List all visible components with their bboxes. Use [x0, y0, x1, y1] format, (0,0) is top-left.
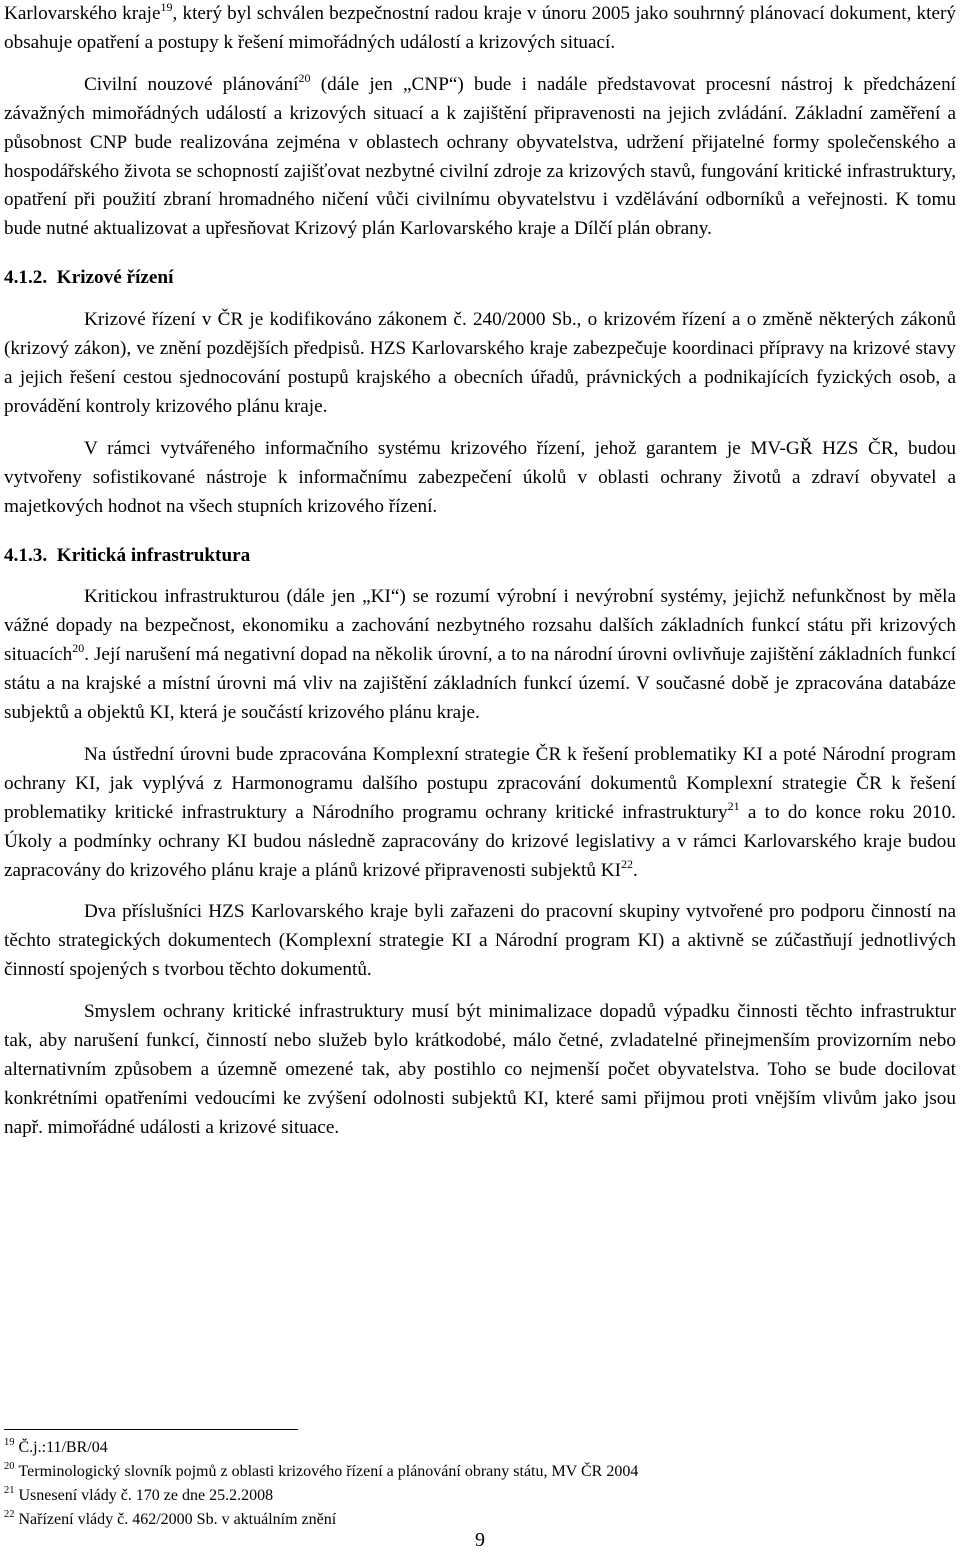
text-run: Civilní nouzové plánování	[84, 73, 299, 95]
footnote-separator	[4, 1429, 298, 1430]
text-run: . Její narušení má negativní dopad na několik úrovní, a to na národní úrovni ovlivňuje zajištění základních funkcí státu a na krajské a místní úrovni má vliv na zajištění základních funkcí území. V současné době je zpracována databáze subjektů a objektů KI, která je součástí krizového plánu kraje.	[4, 644, 956, 724]
footnote-ref-22[interactable]: 22	[620, 856, 633, 871]
footnote-number: 21	[4, 1485, 15, 1496]
text-run: Kritickou infrastrukturou (dále jen „KI“) se rozumí výrobní i nevýrobní systémy, jejichž nefunkčnost by měla vážné dopady na bezpečnost, ekonomiku a zachování nezbytného rozsahu dalších základních funkcí státu při krizových situacích	[4, 586, 956, 666]
footnote-text: Č.j.:11/BR/04	[18, 1439, 108, 1456]
footnote-ref-21[interactable]: 21	[727, 798, 740, 813]
footnotes	[4, 1429, 956, 1532]
footnote-text: Terminologický slovník pojmů z oblasti krizového řízení a plánování obrany státu, MV ČR 2004	[18, 1463, 639, 1480]
text-run: .	[632, 859, 638, 881]
footnote-20	[4, 1460, 956, 1484]
page-number: 9	[475, 1529, 485, 1551]
document-page	[4, 0, 956, 1143]
paragraph-information-system: V rámci vytvářeného informačního systému krizového řízení, jehož garantem je MV-GŘ HZS ČR, budou vytvořeny sofistikované nástroje k informačnímu zabezpečení úkolů v oblasti ochrany životů a zdraví obyvatel a majetkových hodnot na všech stupních krizového řízení.	[4, 437, 956, 517]
text-run: Na ústřední úrovni bude zpracována Komplexní strategie ČR k řešení problematiky KI a poté Národní program ochrany KI, jak vyplývá z Harmonogramu dalšího postupu zpracování dokumentů Komplexní strategie ČR k řešení problematiky kritické infrastruktury a Národního programu ochrany kritické infrastruktury	[4, 743, 956, 823]
footnote-ref-20[interactable]: 20	[72, 641, 85, 656]
text-run: , který byl schválen bezpečnostní radou kraje v únoru 2005 jako souhrnný plánovací dokument, který obsahuje opatření a postupy k řešení mimořádných událostí a krizových situací.	[4, 3, 956, 53]
paragraph-working-group: Dva příslušníci HZS Karlovarského kraje byli zařazeni do pracovní skupiny vytvořené pro podporu činností na těchto strategických dokumentech (Komplexní strategie KI a Národní program KI) a aktivně se zúčastňují jednotlivých činností spojených s tvorbou těchto dokumentů.	[4, 901, 956, 981]
paragraph-crisis-plan-intro	[4, 0, 956, 58]
footnote-number: 19	[4, 1437, 15, 1448]
section-heading-kriticka-infrastruktura: 4.1.3. Kritická infrastruktura	[4, 544, 251, 566]
paragraph-protection-purpose: Smyslem ochrany kritické infrastruktury musí být minimalizace dopadů výpadku činnosti těchto infrastruktur tak, aby narušení funkcí, činností nebo služeb bylo krátkodobé, málo četné, zvladatelné přinejmenším provizorním nebo alternativním způsobem a územně omezené tak, aby postihlo co nejmenší počet obyvatelstva. Toho se bude docilovat konkrétními opatřeními vedoucími ke zvýšení odolnosti subjektů KI, které sami přijmou proti vnějším vlivům jako jsou např. mimořádné události a krizové situace.	[4, 1001, 956, 1138]
footnote-text: Nařízení vlády č. 462/2000 Sb. v aktuálním znění	[18, 1511, 337, 1528]
text-run: a to do konce roku 2010. Úkoly a podmínky ochrany KI budou následně zapracovány do krizové legislativy a v rámci Karlovarského kraje budou zapracovány do krizového plánu kraje a plánů krizové připravenosti subjektů KI	[4, 801, 956, 881]
footnote-number: 22	[4, 1509, 15, 1520]
footnote-text: Usnesení vlády č. 170 ze dne 25.2.2008	[18, 1487, 274, 1504]
footnote-number: 20	[4, 1461, 15, 1472]
paragraph-critical-infrastructure-definition	[4, 583, 956, 728]
text-run: (dále jen „CNP“) bude i nadále představovat procesní nástroj k předcházení závažných mimořádných událostí a krizových situací a k zajištění připravenosti na jejich zvládání. Základní zaměření a působnost CNP bude realizována zejména v oblastech ochrany obyvatelstva, udržení přijatelné formy společenského a hospodářského života se schopností zajišťovat nezbytné civilní zdroje za krizových stavů, fungování kritické infrastruktury, opatření při použití zbraní hromadného ničení vůči civilnímu obyvatelstvu i vzdělávání odborníků a veřejnosti. K tomu bude nutné aktualizovat a upřesňovat Krizový plán Karlovarského kraje a Dílčí plán obrany.	[4, 73, 956, 240]
paragraph-civil-emergency-planning	[4, 71, 956, 244]
footnote-19	[4, 1436, 956, 1460]
footnote-ref-20[interactable]: 20	[298, 70, 311, 85]
footnote-21	[4, 1484, 956, 1508]
footnote-ref-19[interactable]: 19	[160, 0, 173, 14]
text-run: Karlovarského kraje	[4, 3, 161, 24]
section-heading-krizove-rizeni: 4.1.2. Krizové řízení	[4, 267, 174, 289]
paragraph-crisis-management: Krizové řízení v ČR je kodifikováno zákonem č. 240/2000 Sb., o krizovém řízení a o změně některých zákonů (krizový zákon), ve znění pozdějších předpisů. HZS Karlovarského kraje zabezpečuje koordinaci přípravy na krizové stavy a jejich řešení cestou sjednocování postupů krajského a obecních úřadů, právnických a podnikajících fyzických osob, a provádění kontroly krizového plánu kraje.	[4, 309, 956, 417]
paragraph-national-strategy	[4, 741, 956, 886]
